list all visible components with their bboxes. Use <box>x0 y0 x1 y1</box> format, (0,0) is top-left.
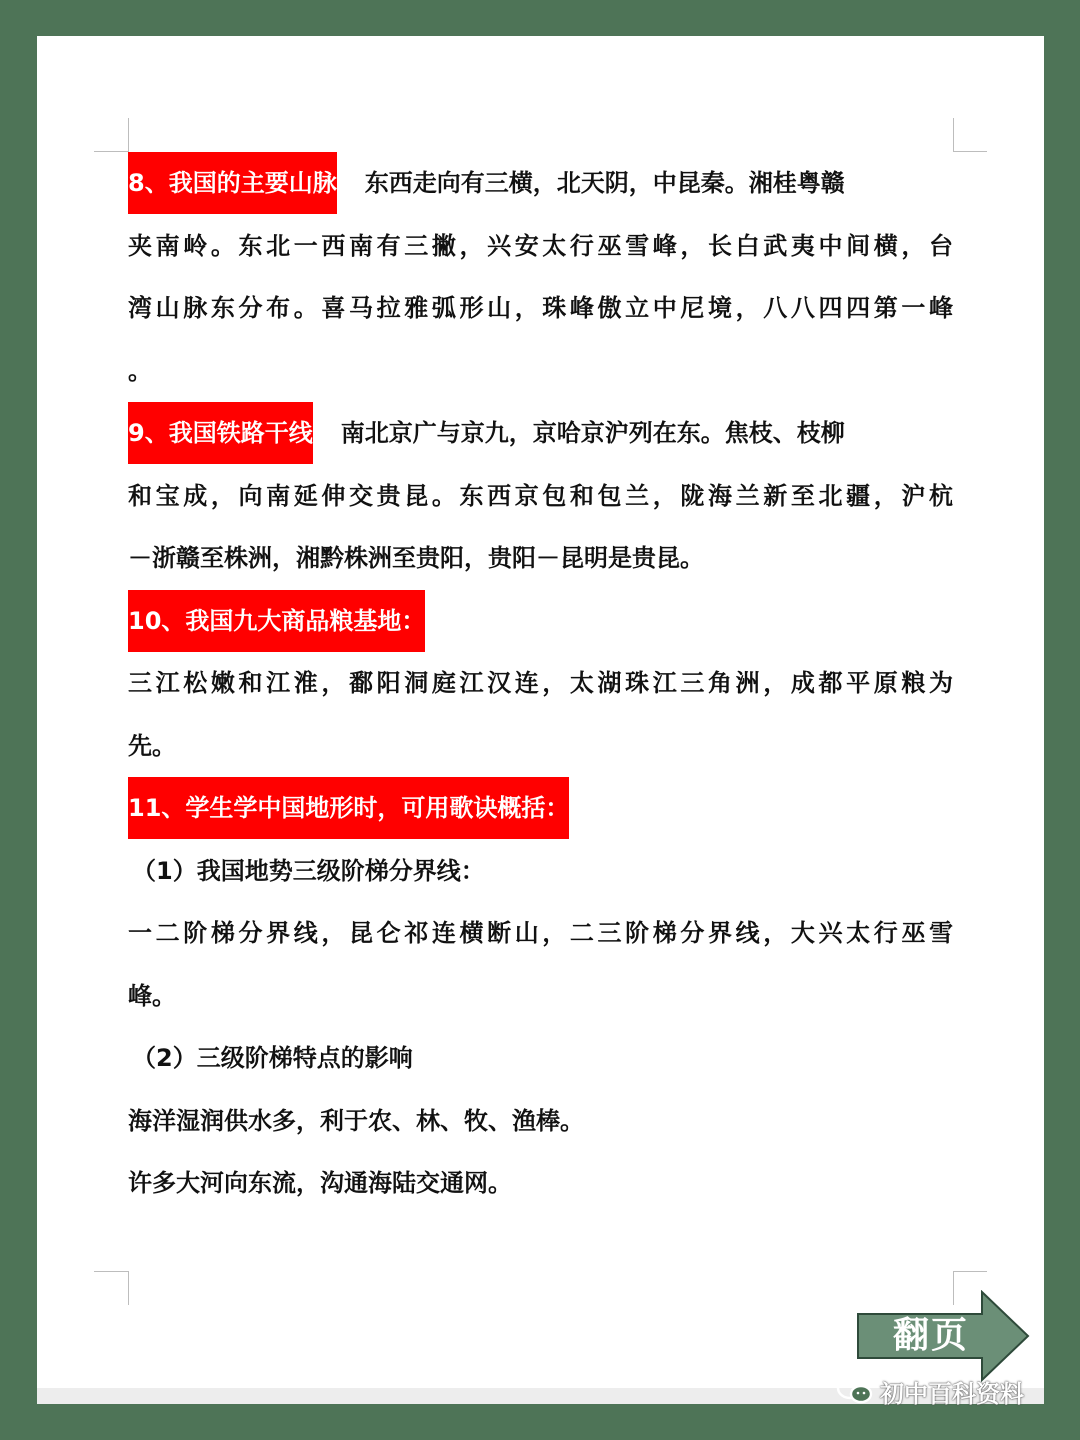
paragraph-line: 一二阶梯分界线，昆仑祁连横断山，二三阶梯分界线，大兴太行巫雪 <box>128 919 953 947</box>
paragraph-line <box>128 152 953 215</box>
paragraph-line: （2）三级阶梯特点的影响 <box>132 1044 413 1072</box>
paragraph-text: 东西走向有三横，北天阴，中昆秦。湘桂粤赣 <box>364 169 845 197</box>
paragraph-line: －浙赣至株洲，湘黔株洲至贵阳，贵阳－昆明是贵昆。 <box>128 544 704 572</box>
crop-mark <box>128 1271 129 1305</box>
crop-mark <box>128 118 129 152</box>
paragraph-line: 峰。 <box>128 981 176 1010</box>
paragraph-line <box>128 402 953 465</box>
crop-mark <box>94 151 128 152</box>
next-page-button[interactable] <box>856 1290 1032 1382</box>
watermark <box>836 1373 1024 1409</box>
paragraph-line: 海洋湿润供水多，利于农、林、牧、渔棒。 <box>128 1106 584 1135</box>
paragraph-line: 和宝成，向南延伸交贵昆。东西京包和包兰，陇海兰新至北疆，沪杭 <box>128 481 953 510</box>
document-page <box>37 36 1044 1404</box>
paragraph-line: 三江松嫩和江淮，鄱阳洞庭江汉连，太湖珠江三角洲，成都平原粮为 <box>128 669 953 697</box>
crop-mark <box>953 1271 987 1272</box>
paragraph-line: 先。 <box>128 731 176 760</box>
paragraph-line: 。 <box>128 356 152 385</box>
section-heading: 11、学生学中国地形时，可用歌诀概括： <box>128 777 569 839</box>
document-body <box>128 152 953 1215</box>
next-page-label: 翻页 <box>892 1315 969 1356</box>
paragraph-line <box>128 777 953 840</box>
paragraph-line: 湾山脉东分布。喜马拉雅弧形山，珠峰傲立中尼境，八八四四第一峰 <box>128 294 953 322</box>
section-heading: 10、我国九大商品粮基地： <box>128 590 425 652</box>
section-heading: 9、我国铁路干线 <box>128 402 313 464</box>
crop-mark <box>953 151 987 152</box>
paragraph-line: 许多大河向东流，沟通海陆交通网。 <box>128 1169 512 1197</box>
paragraph-line <box>128 590 953 653</box>
paragraph-line: 夹南岭。东北一西南有三撇，兴安太行巫雪峰，长白武夷中间横，台 <box>128 231 953 260</box>
paragraph-text: 南北京广与京九，京哈京沪列在东。焦枝、枝柳 <box>340 419 845 447</box>
watermark-text: 初中百科资料 <box>880 1379 1024 1408</box>
paragraph-line: （1）我国地势三级阶梯分界线： <box>132 856 485 885</box>
section-heading: 8、我国的主要山脉 <box>128 152 337 214</box>
wechat-icon <box>836 1376 874 1406</box>
crop-mark <box>94 1271 128 1272</box>
crop-mark <box>953 118 954 152</box>
